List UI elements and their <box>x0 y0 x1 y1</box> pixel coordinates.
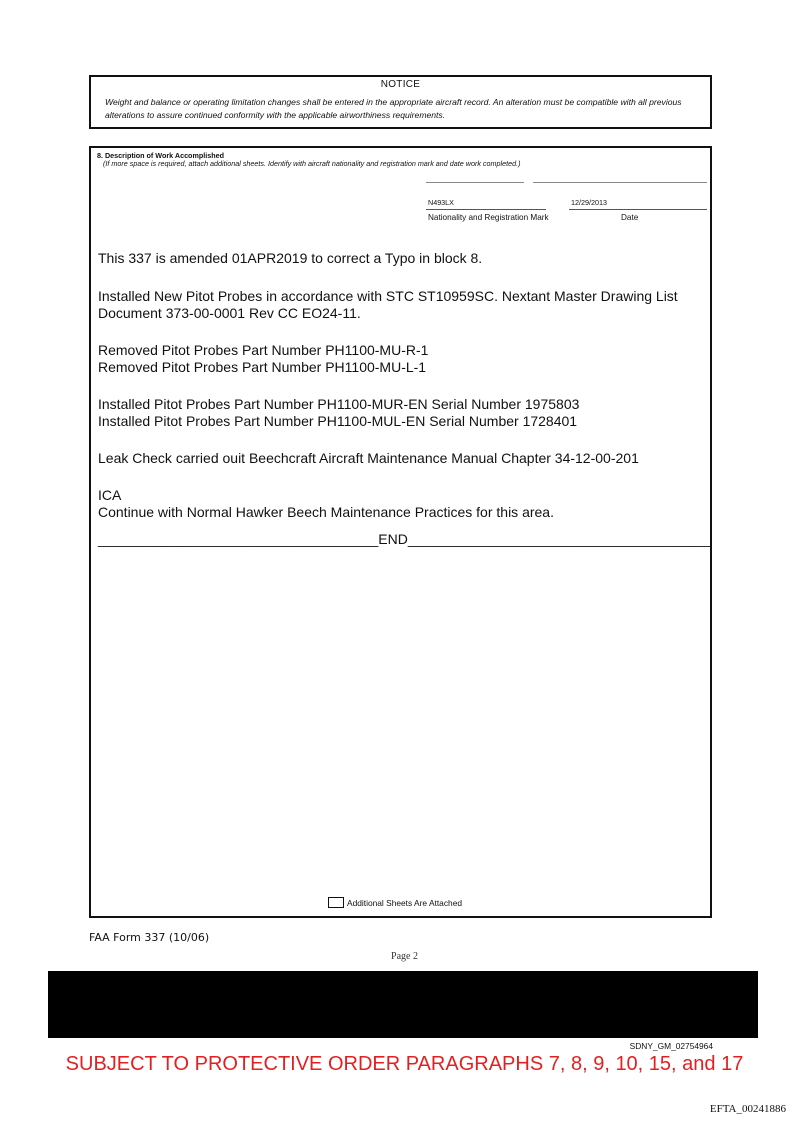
installed-line-2: Installed Pitot Probes Part Number PH1100-MUL-EN Serial Number 1728401 <box>98 413 578 429</box>
amendment-line: This 337 is amended 01APR2019 to correct a Typo in block 8. <box>98 250 483 266</box>
registration-label: Nationality and Registration Mark <box>428 213 549 222</box>
protective-order-notice: SUBJECT TO PROTECTIVE ORDER PARAGRAPHS 7, 8, 9, 10, 15, and 17 <box>65 1053 744 1075</box>
removed-line-1: Removed Pitot Probes Part Number PH1100-MU-R-1 <box>98 342 429 358</box>
divider-line <box>426 182 524 183</box>
notice-box <box>89 75 712 129</box>
removed-line-2: Removed Pitot Probes Part Number PH1100-MU-L-1 <box>98 359 427 375</box>
registration-value: N493LX <box>428 198 454 207</box>
installed-line-1: Installed Pitot Probes Part Number PH1100-MUR-EN Serial Number 1975803 <box>98 396 580 412</box>
additional-sheets-checkbox[interactable] <box>328 897 344 908</box>
installed-stc-line-2: Document 373-00-0001 Rev CC EO24-11. <box>98 305 361 321</box>
additional-sheets-label: Additional Sheets Are Attached <box>347 898 463 908</box>
divider-line <box>533 182 707 183</box>
notice-title: NOTICE <box>380 79 421 90</box>
efta-number: EFTA_00241886 <box>709 1103 786 1115</box>
page-number: Page 2 <box>391 951 418 962</box>
notice-text: Weight and balance or operating limitation changes shall be entered in the appropriate aircraft record. An alteration must be compatible with all previous alterations to assure continued conformity with the applicable airworthiness requirements. <box>105 97 682 120</box>
ica-line: ICA <box>98 487 122 503</box>
date-label: Date <box>621 213 639 222</box>
bates-number: SDNY_GM_02754964 <box>629 1041 713 1051</box>
registration-underline <box>426 209 546 210</box>
section-subtitle: (If more space is required, attach additional sheets. Identify with aircraft nationality and registration mark and date work completed.) <box>103 159 521 168</box>
end-line: ____________________________________END_______________________________________ <box>98 531 712 547</box>
description-of-work-box <box>89 146 712 918</box>
section-title: 8. Description of Work Accomplished <box>97 151 225 160</box>
continue-line: Continue with Normal Hawker Beech Maintenance Practices for this area. <box>98 504 554 520</box>
form-id: FAA Form 337 (10/06) <box>89 931 210 944</box>
date-value: 12/29/2013 <box>571 198 607 207</box>
installed-stc-line-1: Installed New Pitot Probes in accordance with STC ST10959SC. Nextant Master Drawing List <box>98 288 678 304</box>
redaction-block <box>48 971 758 1038</box>
leak-check-line: Leak Check carried ouit Beechcraft Aircraft Maintenance Manual Chapter 34-12-00-201 <box>98 450 639 466</box>
date-underline <box>569 209 707 210</box>
